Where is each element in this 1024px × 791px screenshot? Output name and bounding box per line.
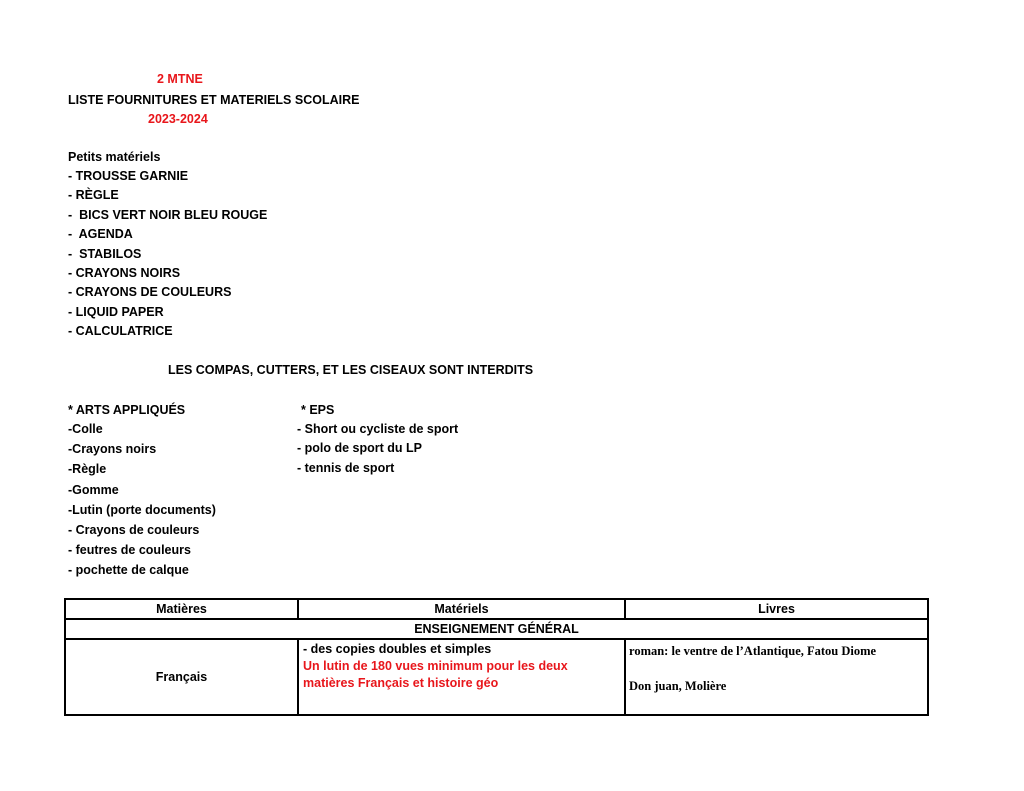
page-title: LISTE FOURNITURES ET MATERIELS SCOLAIRE [68, 93, 360, 107]
section-enseignement-general: ENSEIGNEMENT GÉNÉRAL [65, 619, 928, 639]
eps-heading: * EPS [301, 403, 335, 417]
list-item: - TROUSSE GARNIE [68, 169, 189, 183]
list-item: - Short ou cycliste de sport [297, 422, 459, 436]
petits-materiels-heading: Petits matériels [68, 150, 161, 164]
materials-cell [298, 639, 625, 715]
list-item: - STABILOS [68, 246, 142, 261]
list-item: -Règle [68, 462, 107, 477]
list-item: - CALCULATRICE [68, 324, 173, 339]
list-item: -Colle [68, 422, 103, 436]
class-code: 2 MTNE [157, 72, 203, 86]
list-item: - feutres de couleurs [68, 543, 191, 558]
list-item: - Crayons de couleurs [68, 522, 200, 537]
list-item: -Crayons noirs [68, 442, 157, 457]
list-item: -Gomme [68, 482, 119, 497]
section-row [65, 619, 928, 639]
header-matieres: Matières [65, 599, 298, 619]
list-item: - pochette de calque [68, 563, 189, 578]
list-item: - CRAYONS DE COULEURS [68, 285, 232, 300]
header-materiels: Matériels [298, 599, 625, 619]
book-item: Don juan, Molière [629, 679, 727, 693]
list-item: -Lutin (porte documents) [68, 502, 216, 517]
table-row [65, 639, 928, 715]
list-item: - tennis de sport [297, 460, 395, 475]
supplies-table [64, 598, 929, 716]
subject-cell: Français [65, 639, 298, 715]
list-item: - LIQUID PAPER [68, 304, 164, 319]
header-livres: Livres [625, 599, 928, 619]
list-item: - RÈGLE [68, 188, 119, 203]
eps-list [297, 421, 458, 479]
school-year: 2023-2024 [148, 112, 208, 126]
material-line-highlight: Un lutin de 180 vues minimum pour les deux [303, 659, 568, 673]
books-cell [625, 639, 928, 715]
arts-appliques-list [68, 421, 216, 583]
table-header-row [65, 599, 928, 619]
petits-materiels-list [68, 168, 267, 343]
material-line-highlight: matières Français et histoire géo [303, 676, 499, 690]
list-item: - polo de sport du LP [297, 441, 422, 456]
list-item: - AGENDA [68, 227, 133, 242]
arts-appliques-heading: * ARTS APPLIQUÉS [68, 403, 186, 417]
book-item: roman: le ventre de l’Atlantique, Fatou Diome [629, 644, 877, 658]
book-item-container [626, 662, 927, 712]
list-item: - BICS VERT NOIR BLEU ROUGE [68, 207, 268, 222]
list-item: - CRAYONS NOIRS [68, 265, 181, 280]
warning-text: LES COMPAS, CUTTERS, ET LES CISEAUX SONT INTERDITS [168, 363, 534, 377]
material-line: - des copies doubles et simples [303, 642, 492, 656]
